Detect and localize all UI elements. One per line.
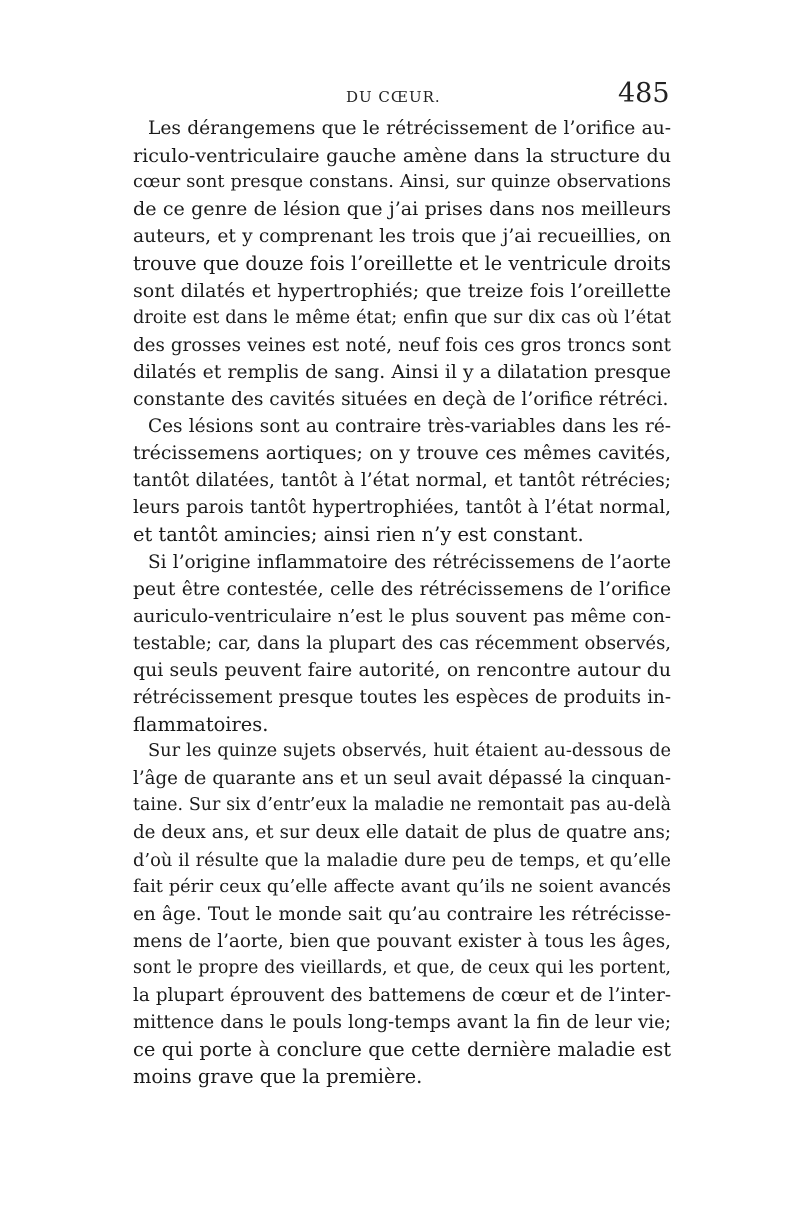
text-line: auriculo-ventriculaire n’est le plus souvent pas même con- [133,605,671,627]
text-line: riculo-ventriculaire gauche amène dans la structure du [133,144,671,168]
text-line: trouve que douze fois l’oreillette et le ventricule droits [133,252,671,276]
paragraph-4 [133,738,671,1090]
text-line: la plupart éprouvent des battemens de cœur et de l’inter- [133,985,671,1006]
text-line: d’où il résulte que la maladie dure peu de temps, et qu’elle [133,849,671,871]
text-line: des grosses veines est noté, neuf fois ces gros troncs sont [133,334,671,356]
paragraph-2 [133,413,671,548]
text-line: mittence dans le pouls long-temps avant la fin de leur vie; [133,1012,671,1034]
text-line: de deux ans, et sur deux elle datait de plus de quatre ans; [133,822,671,844]
text-line: droite est dans le même état; enfin que sur dix cas où l’état [133,307,671,328]
text-line: taine. Sur six d’entr’eux la maladie ne remontait pas au-delà [133,795,671,816]
text-line: mens de l’aorte, bien que pouvant exister à tous les âges, [133,930,671,952]
text-line: leurs parois tantôt hypertrophiées, tantôt à l’état normal, [133,497,671,519]
text-line: en âge. Tout le monde sait qu’au contraire les rétrécisse- [133,903,671,925]
text-line: fait périr ceux qu’elle affecte avant qu’ils ne soient avancés [133,876,671,897]
text-line: tantôt dilatées, tantôt à l’état normal, et tantôt rétrécies; [133,470,671,492]
body-text [133,115,671,1090]
text-line: constante des cavités situées en deçà de l’orifice rétréci. [133,388,669,410]
text-line: Ces lésions sont au contraire très-variables dans les ré- [148,416,671,438]
text-line: cœur sont presque constans. Ainsi, sur quinze observations [133,172,671,193]
text-line: sont dilatés et hypertrophiés; que treize fois l’oreillette [133,279,671,302]
text-line: dilatés et remplis de sang. Ainsi il y a dilatation presque [133,361,671,383]
text-line: peut être contestée, celle des rétrécissemens de l’orifice [133,578,671,600]
text-line: Les dérangemens que le rétrécissement de l’orifice au- [148,118,671,139]
text-line: l’âge de quarante ans et un seul avait dépassé la cinquan- [133,768,671,790]
text-line: de ce genre de lésion que j’ai prises dans nos meilleurs [133,198,671,221]
text-line: flammatoires. [133,713,269,737]
text-line: et tantôt amincies; ainsi rien n’y est constant. [133,523,584,547]
paragraph-3 [133,549,671,739]
text-line: rétrécissement presque toutes les espèces de produits in- [133,686,671,708]
page-number: 485 [618,78,670,109]
text-line: qui seuls peuvent faire autorité, on rencontre autour du [133,659,671,681]
text-line: sont le propre des vieillards, et que, de ceux qui les portent, [133,957,671,978]
text-line: ce qui porte à conclure que cette dernière maladie est [133,1038,671,1062]
text-line: Sur les quinze sujets observés, huit étaient au-dessous de [148,741,671,762]
text-line: moins grave que la première. [133,1065,423,1089]
text-line: trécissemens aortiques; on y trouve ces mêmes cavités, [133,442,671,465]
text-line: Si l’origine inflammatoire des rétrécissemens de l’aorte [148,551,671,573]
text-line: testable; car, dans la plupart des cas récemment observés, [133,632,671,654]
paragraph-1 [133,115,671,413]
text-line: auteurs, et y comprenant les trois que j’ai recueillies, on [133,226,671,248]
running-head: DU CŒUR. [346,88,441,106]
